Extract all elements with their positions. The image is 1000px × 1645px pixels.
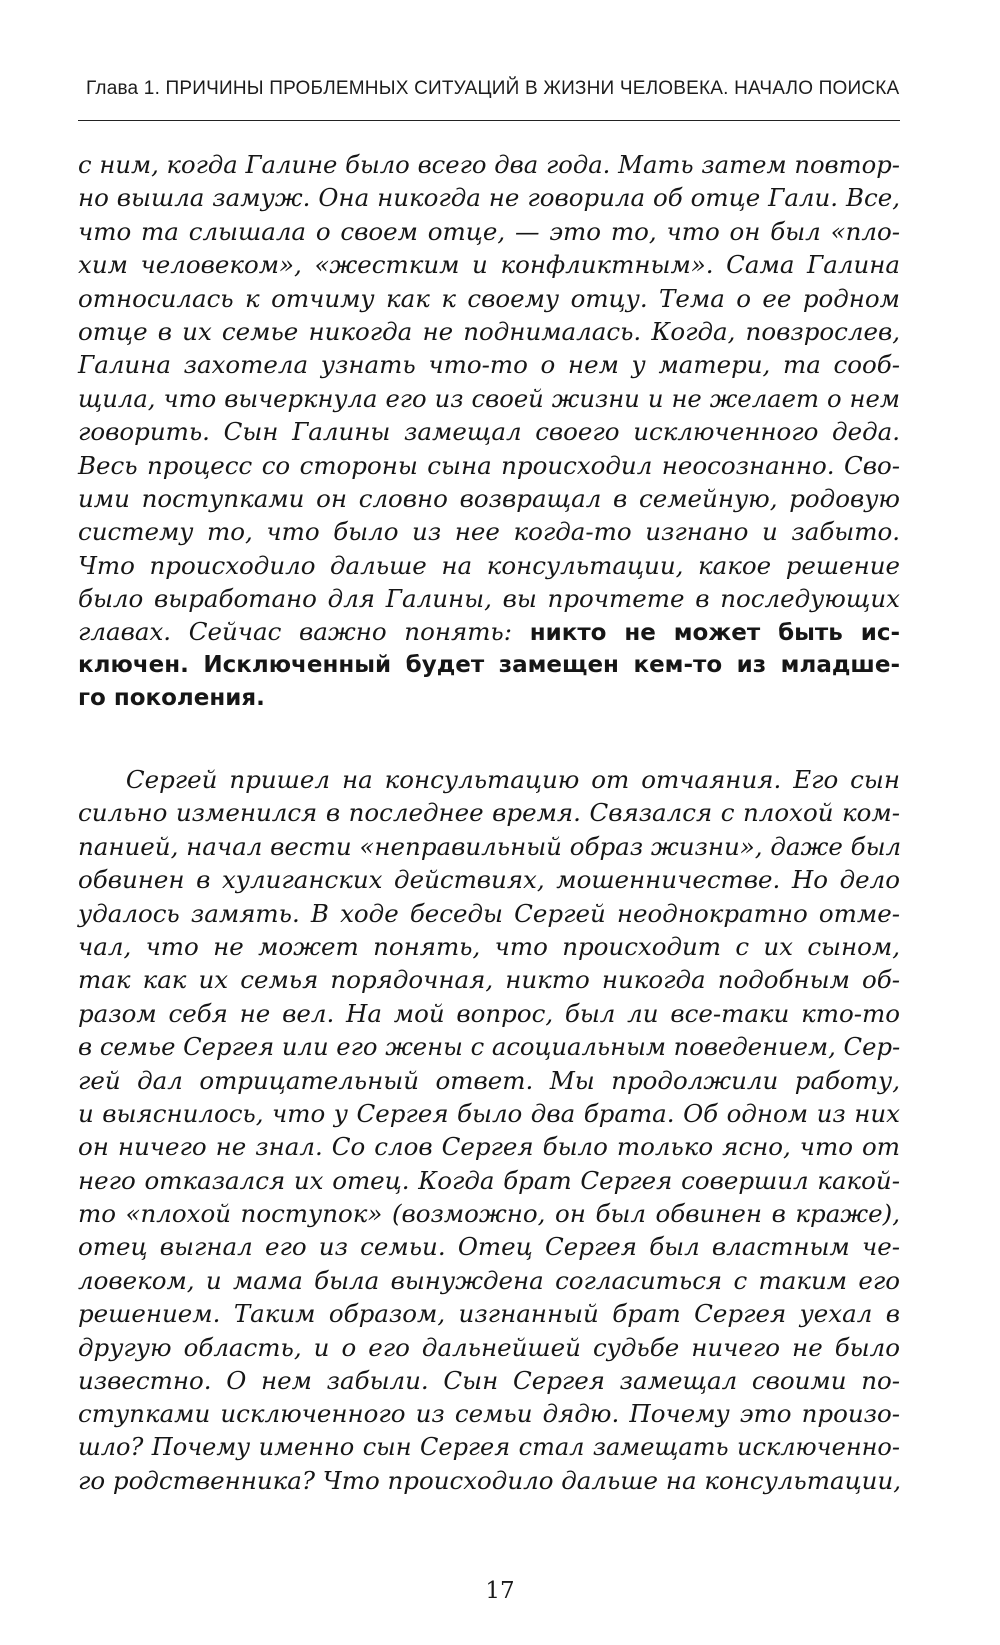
text-line: чал, что не может понять, что происходит с их сыном, — [78, 931, 900, 961]
page-number: 17 — [485, 1578, 515, 1604]
text-fragment-italic: главах. Сейчас важно понять: — [78, 617, 530, 647]
paragraph-sergey — [78, 763, 900, 1498]
text-line: с ним, когда Галине было всего два года. Мать затем повтор- — [78, 150, 900, 179]
text-line: шло? Почему именно сын Сергея стал замещать исключенно- — [78, 1432, 900, 1461]
text-line: известно. О нем забыли. Сын Сергея замещал своими по- — [78, 1366, 900, 1396]
emphasis-line: ключен. Исключенный будет замещен кем-то из младше- — [78, 651, 900, 678]
text-line: отец выгнал его из семьи. Отец Сергея был властным че- — [78, 1232, 900, 1262]
text-line: панией, начал вести «неправильный образ жизни», даже был — [78, 831, 902, 861]
text-line: говорить. Сын Галины замещал своего исключенного деда. — [78, 417, 900, 447]
text-line: ступками исключенного из семьи дядю. Почему это произо- — [78, 1399, 900, 1429]
text-line: решением. Таким образом, изгнанный брат Сергея уехал в — [78, 1299, 900, 1329]
text-line: Что происходило дальше на консультации, какое решение — [78, 550, 900, 580]
text-line: удалось замять. В ходе беседы Сергей неоднократно отме- — [78, 898, 900, 928]
paragraph-galina — [78, 148, 900, 716]
text-line: он ничего не знал. Со слов Сергея было только ясно, что от — [78, 1132, 900, 1162]
text-line: и выяснилось, что у Сергея было два брата. Об одном из них — [78, 1098, 900, 1128]
text-line: разом себя не вел. На мой вопрос, был ли все-таки кто-то — [78, 998, 900, 1028]
text-line: было выработано для Галины, вы прочтете в последующих — [78, 584, 900, 614]
text-line: систему то, что было из нее когда-то изгнано и забыто. — [78, 517, 900, 547]
text-line: сильно изменился в последнее время. Связался с плохой ком- — [78, 798, 900, 828]
header-rule — [78, 120, 900, 121]
text-line: но вышла замуж. Она никогда не говорила об отце Гали. Все, — [78, 183, 900, 213]
text-line: Сергей пришел на консультацию от отчаяния. Его сын — [78, 765, 900, 794]
text-line: ими поступками он словно возвращал в семейную, родовую — [78, 483, 900, 513]
text-line: гей дал отрицательный ответ. Мы продолжили работу, — [78, 1065, 900, 1095]
text-line: отце в их семье никогда не поднималась. Когда, повзрослев, — [78, 316, 900, 346]
text-line: обвинен в хулиганских действиях, мошенничестве. Но дело — [78, 865, 900, 895]
text-line: в семье Сергея или его жены с асоциальным поведением, Сер- — [78, 1032, 901, 1062]
text-line: него отказался их отец. Когда брат Сергея совершил какой- — [78, 1165, 900, 1195]
text-line: щила, что вычеркнула его из своей жизни и не желает о нем — [78, 383, 900, 413]
text-line: что та слышала о своем отце, — это то, что он был «пло- — [78, 216, 900, 246]
text-line: то «плохой поступок» (возможно, он был обвинен в краже), — [78, 1199, 900, 1229]
text-line: так как их семья порядочная, никто никогда подобным об- — [78, 965, 900, 995]
text-line: Весь процесс со стороны сына происходил неосознанно. Сво- — [78, 450, 900, 480]
text-line: другую область, и о его дальнейшей судьбе ничего не было — [78, 1332, 900, 1362]
emphasis-fragment: никто не может быть ис- — [529, 620, 900, 647]
text-line: го родственника? Что происходило дальше на консультации, — [78, 1466, 902, 1496]
text-line: хим человеком», «жестким и конфликтным». Сама Галина — [78, 250, 900, 280]
text-line: относилась к отчиму как к своему отцу. Тема о ее родном — [78, 283, 900, 313]
running-head: Глава 1. ПРИЧИНЫ ПРОБЛЕМНЫХ СИТУАЦИЙ В ЖИЗНИ ЧЕЛОВЕКА. НАЧАЛО ПОИСКА — [86, 78, 900, 99]
text-line: ловеком, и мама была вынуждена согласиться с таким его — [78, 1265, 900, 1295]
emphasis-line: го поколения. — [78, 685, 265, 712]
text-line: Галина захотела узнать что-то о нем у матери, та сооб- — [78, 350, 900, 380]
text-line-mixed — [78, 615, 900, 648]
